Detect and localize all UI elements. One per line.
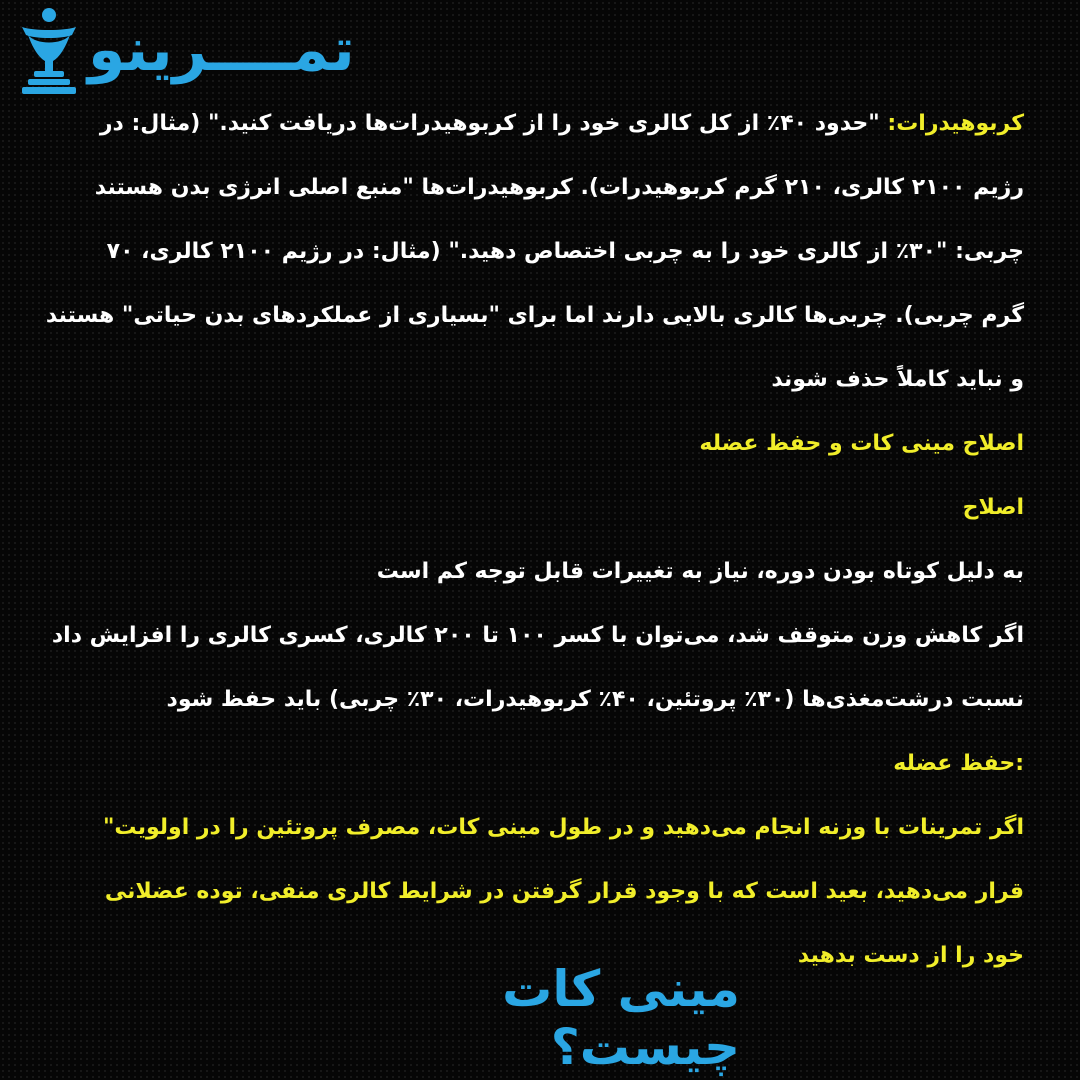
footer-title: مینی کات چیست؟ (502, 960, 740, 1076)
text-line (51, 604, 1024, 668)
text-line-content: اگر کاهش وزن متوقف شد، می‌توان با کسر ۱۰۰ تا ۲۰۰ کالری، کسری کالری را افزایش داد (51, 623, 1024, 648)
text-line (58, 412, 1024, 476)
text-line-content: نسبت درشت‌مغذی‌ها (۳۰٪ پروتئین، ۴۰٪ کربوهیدرات، ۳۰٪ چربی) باید حفظ شود (166, 687, 1024, 712)
text-line-content: چربی: "۳۰٪ از کالری خود را به چربی اختصاص دهید." (مثال: در رژیم ۲۱۰۰ کالری، ۷۰ (106, 239, 1024, 264)
text-line-content: و نباید کاملاً حذف شوند (771, 367, 1024, 392)
text-line (58, 156, 1024, 220)
text-line (58, 732, 1024, 796)
text-line (58, 220, 1024, 284)
brand-logo (14, 2, 444, 98)
text-line-content: گرم چربی). چربی‌ها کالری بالایی دارند اما برای "بسیاری از عملکردهای بدن حیاتی" هستند (45, 303, 1024, 328)
text-line-content: اگر تمرینات با وزنه انجام می‌دهید و در طول مینی کات، مصرف پروتئین را در اولویت" (102, 815, 1024, 840)
text-line (58, 348, 1024, 412)
line-label: کربوهیدرات: (887, 111, 1024, 136)
line-text: "حدود ۴۰٪ از کل کالری خود را از کربوهیدرات‌ها دریافت کنید." (مثال: در (99, 111, 888, 136)
text-line (58, 668, 1024, 732)
text-line-content (58, 113, 1024, 135)
text-line (58, 92, 1024, 156)
text-line-content: اصلاح مینی کات و حفظ عضله (699, 431, 1024, 456)
text-line (58, 540, 1024, 604)
text-line-content: اصلاح (962, 495, 1024, 520)
article-body (45, 92, 1024, 988)
text-line-content: قرار می‌دهید، بعید است که با وجود قرار گرفتن در شرایط کالری منفی، توده عضلانی (104, 879, 1024, 904)
text-line-content: خود را از دست بدهید (797, 943, 1024, 968)
text-line-content: رژیم ۲۱۰۰ کالری، ۲۱۰ گرم کربوهیدرات). کربوهیدرات‌ها "منبع اصلی انرژی بدن هستند (94, 175, 1024, 200)
text-line-content: :حفظ عضله (893, 751, 1024, 776)
text-line (58, 860, 1024, 924)
trophy-icon (14, 5, 84, 95)
text-line (58, 796, 1024, 860)
text-line-content: به دلیل کوتاه بودن دوره، نیاز به تغییرات قابل توجه کم است (376, 559, 1024, 584)
text-line (58, 476, 1024, 540)
text-line (45, 284, 1024, 348)
brand-name: تمــــرینو (88, 15, 355, 85)
